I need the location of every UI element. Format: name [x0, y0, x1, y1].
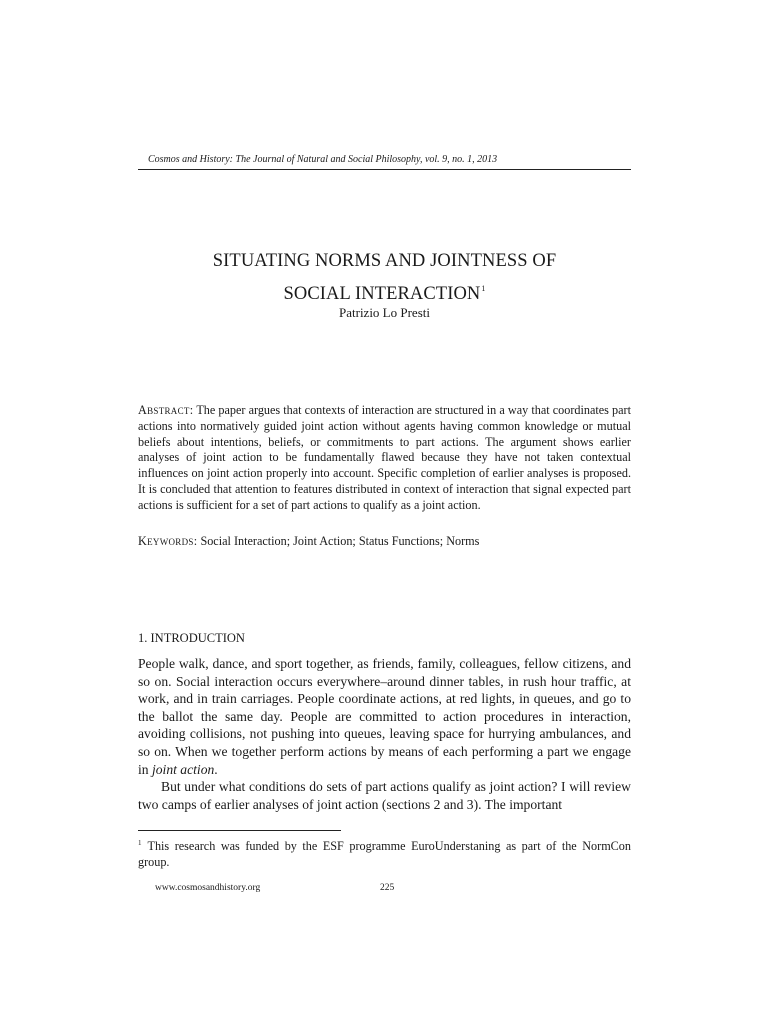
- page-number: 225: [380, 883, 395, 893]
- section-heading: [138, 630, 631, 646]
- section-number: 1.: [138, 631, 148, 645]
- running-head: Cosmos and History: The Journal of Natural and Social Philosophy, vol. 9, no. 1, 2013: [148, 154, 498, 165]
- paragraph-1: [138, 655, 631, 778]
- footnote-rule: [138, 830, 341, 831]
- title-line-2-text: SOCIAL INTERACTION: [283, 284, 481, 304]
- footer-url-link[interactable]: www.cosmosandhistory.org: [155, 883, 261, 893]
- footnote: [138, 836, 631, 871]
- section-title: INTRODUCTION: [150, 631, 245, 645]
- header-rule: [138, 169, 631, 170]
- abstract-text: The paper argues that contexts of interaction are structured in a way that coordinates part actions into normatively guided joint action without agents having common knowledge or mutual beliefs about intentions, beliefs, or commitments to part actions. The argument shows earlier analyses of joint action to be fundamentally flawed because they have not taken contextual influences on joint action properly into account. Specific completion of earlier analyses is proposed. It is concluded that attention to features distributed in context of interaction that signal expected part actions is sufficient for a set of part actions to qualify as a joint action.: [138, 403, 631, 512]
- keywords: [138, 534, 631, 550]
- keywords-label: Keywords:: [138, 534, 198, 548]
- footnote-mark: 1: [138, 839, 142, 847]
- title-line-1: SITUATING NORMS AND JOINTNESS OF: [212, 251, 557, 271]
- article-title: [138, 248, 631, 308]
- paragraph-1-text: People walk, dance, and sport together, as friends, family, colleagues, fellow citizens, and so on. Social interaction occurs everywhere–around dinner tables, in rush hour traffic, at work, and in train carriages. People coordinate actions, at red lights, in queues, and go to the ballot the same day. People are committed to action procedures in interaction, avoiding collisions, not pushing into queues, leaving space for hurrying ambulances, and so on. When we together perform actions by means of each performing a part we engage in: [138, 656, 631, 777]
- author-name: Patrizio Lo Presti: [339, 305, 430, 320]
- abstract: [138, 403, 631, 514]
- paragraph-1-term: joint action: [151, 761, 215, 777]
- body-text: [138, 655, 631, 813]
- title-footnote-mark[interactable]: 1: [481, 284, 486, 293]
- abstract-label: Abstract:: [138, 403, 194, 417]
- footnote-text: This research was funded by the ESF programme EuroUnderstaning as part of the NormCon group.: [138, 839, 631, 869]
- paragraph-1-end: .: [214, 761, 218, 777]
- keywords-text: Social Interaction; Joint Action; Status Functions; Norms: [200, 534, 480, 548]
- paragraph-2: But under what conditions do sets of part actions qualify as joint action? I will review two camps of earlier analyses of joint action (sections 2 and 3). The important: [138, 779, 631, 812]
